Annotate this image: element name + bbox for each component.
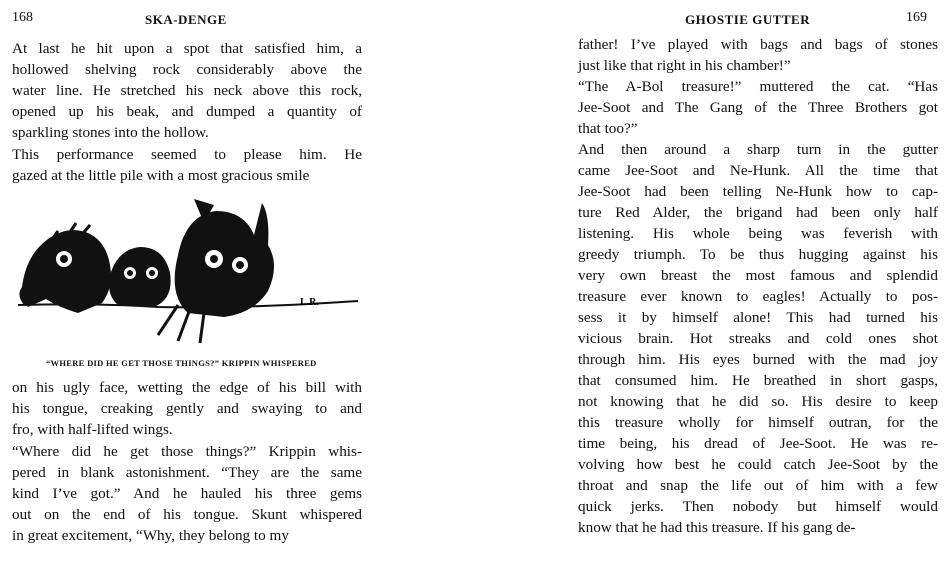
vulture-drawing bbox=[158, 199, 274, 343]
eagle-head-drawing bbox=[19, 223, 111, 313]
illustration-caption: “WHERE DID HE GET THOSE THINGS?” KRIPPIN WHISPERED bbox=[46, 358, 317, 368]
page-number: 169 bbox=[906, 10, 927, 25]
text-line: Jee-Soot and The Gang of the Three Brothers got bbox=[578, 99, 938, 116]
text-line: At last he hit upon a spot that satisfied him, a bbox=[12, 40, 362, 57]
text-line: volving how best he could catch Jee-Soot by the bbox=[578, 456, 938, 473]
text-line: hollowed shelving rock considerably above the bbox=[12, 61, 362, 78]
text-line: vicious brain. Hot streaks and cold ones shot bbox=[578, 330, 938, 347]
text-line: opened up his beak, and dumped a quantity of bbox=[12, 103, 362, 120]
text-line: not knowing that he did so. His desire to keep bbox=[578, 393, 938, 410]
paragraph bbox=[578, 34, 938, 76]
text-line: listening. His whole being was feverish with bbox=[578, 225, 938, 242]
text-line: time being, his dread of Jee-Soot. He was re- bbox=[578, 435, 938, 452]
illustration-birds bbox=[18, 195, 363, 345]
text-line: that consumed him. He breathed in short gasps, bbox=[578, 372, 938, 389]
book-gutter bbox=[380, 0, 570, 565]
text-line: treasure ever known to eagles! Actually to pos- bbox=[578, 288, 938, 305]
page-number: 168 bbox=[12, 10, 33, 25]
text-line: that too?” bbox=[578, 120, 638, 137]
paragraph bbox=[578, 76, 938, 139]
paragraph bbox=[12, 144, 362, 186]
right-page bbox=[570, 0, 950, 565]
text-line: sess it by himself alone! This had turned his bbox=[578, 309, 938, 326]
text-line: kind I’ve got.” And he hauled his three gems bbox=[12, 485, 362, 502]
text-line: And then around a sharp turn in the gutter bbox=[578, 141, 938, 158]
text-line: his tongue, creaking gently and swaying to and bbox=[12, 400, 362, 417]
text-line: Jee-Soot had been telling Ne-Hunk how to cap- bbox=[578, 183, 938, 200]
illustration-signature: L.R. bbox=[300, 297, 319, 308]
paragraph bbox=[12, 377, 362, 440]
text-line: just like that right in his chamber!” bbox=[578, 57, 791, 74]
text-line: “Where did he get those things?” Krippin whis- bbox=[12, 443, 362, 460]
text-line: this treasure wholly for himself outran, for the bbox=[578, 414, 938, 431]
text-line: throat and snap the life out of him with a few bbox=[578, 477, 938, 494]
text-line: very own breast the most famous and splendid bbox=[578, 267, 938, 284]
running-head: GHOSTIE GUTTER bbox=[685, 12, 811, 27]
text-line: came Jee-Soot and Ne-Hunk. All the time that bbox=[578, 162, 938, 179]
text-line: on his ugly face, wetting the edge of his bill with bbox=[12, 379, 362, 396]
text-line: sparkling stones into the hollow. bbox=[12, 124, 209, 141]
text-line: fro, with half-lifted wings. bbox=[12, 421, 173, 438]
text-line: This performance seemed to please him. He bbox=[12, 146, 362, 163]
creature-drawing bbox=[109, 247, 171, 307]
text-line: pered in blank astonishment. “They are the same bbox=[12, 464, 362, 481]
text-line: “The A-Bol treasure!” muttered the cat. “Has bbox=[578, 78, 938, 95]
text-line: gazed at the little pile with a most gracious smile bbox=[12, 167, 310, 184]
paragraph bbox=[12, 38, 362, 143]
text-line: know that he had this treasure. If his gang de- bbox=[578, 519, 856, 536]
text-line: water line. He stretched his neck above this rock, bbox=[12, 82, 362, 99]
text-line: father! I’ve played with bags and bags of stones bbox=[578, 36, 938, 53]
left-page bbox=[0, 0, 380, 565]
text-line: through him. His eyes burned with the mad joy bbox=[578, 351, 938, 368]
text-line: quick jerks. Then nobody but himself would bbox=[578, 498, 938, 515]
running-head: SKA-DENGE bbox=[145, 12, 227, 27]
text-line: ture Red Alder, the brigand had been only half bbox=[578, 204, 938, 221]
paragraph bbox=[12, 441, 362, 546]
text-line: greedy triumph. To be thus hugging against his bbox=[578, 246, 938, 263]
text-line: in great excitement, “Why, they belong to my bbox=[12, 527, 289, 544]
text-line: out on the end of his tongue. Skunt whispered bbox=[12, 506, 362, 523]
paragraph bbox=[578, 139, 938, 538]
